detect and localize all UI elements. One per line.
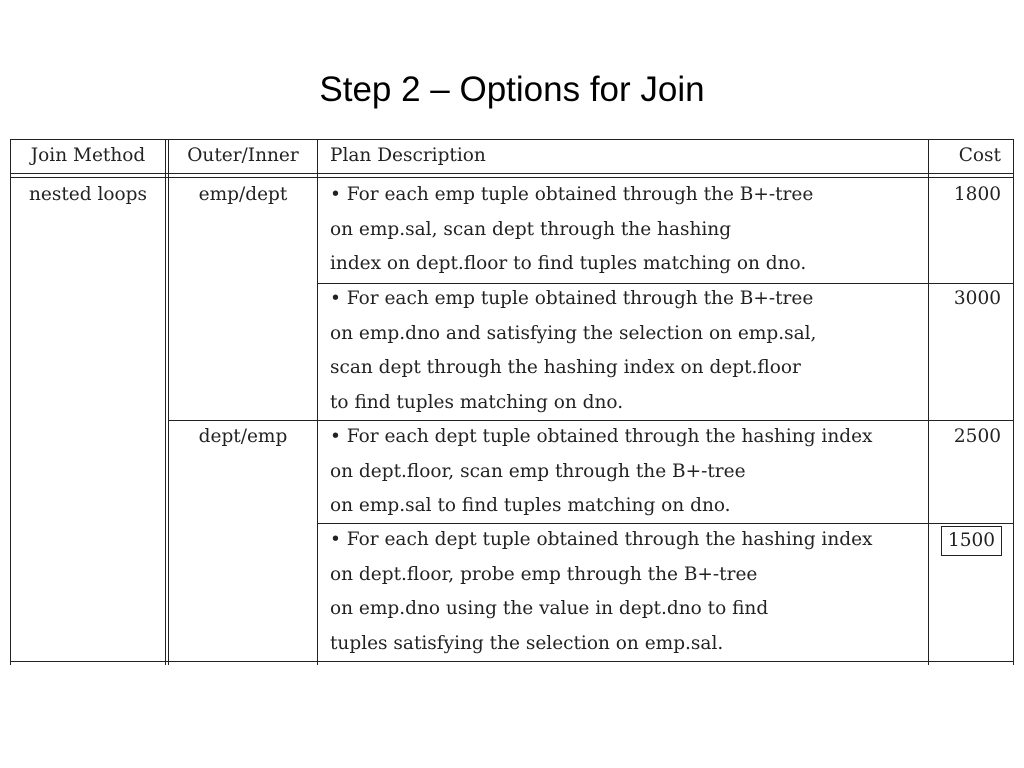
outer-inner-dept-emp: dept/emp xyxy=(198,426,288,447)
plan-line: index on dept.floor to find tuples matching on dno. xyxy=(330,253,807,274)
plan-description xyxy=(330,282,816,420)
plan-cost: 2500 xyxy=(953,426,1001,447)
header-join-method: Join Method xyxy=(30,145,146,166)
right-border xyxy=(1013,139,1014,665)
slide-title: Step 2 – Options for Join xyxy=(319,70,705,109)
plan-line: on dept.floor, probe emp through the B+-tree xyxy=(330,563,758,585)
plan-line: • For each dept tuple obtained through the hashing index xyxy=(330,426,873,447)
header-plan-description: Plan Description xyxy=(330,145,486,166)
plan-line: on dept.floor, scan emp through the B+-tree xyxy=(330,460,746,482)
outer-inner-emp-dept: emp/dept xyxy=(198,184,288,205)
plan-line: • For each emp tuple obtained through the B+-tree xyxy=(330,184,814,205)
plan-description xyxy=(330,178,813,282)
plan-line: on emp.sal, scan dept through the hashing xyxy=(330,218,732,240)
cost-divider xyxy=(928,139,929,665)
plan-cost: 1800 xyxy=(953,184,1001,205)
plan-description xyxy=(330,523,872,661)
plan-description xyxy=(330,420,872,524)
method-divider-b xyxy=(168,139,169,665)
table-bottom-border xyxy=(10,661,1014,662)
plan-line: • For each dept tuple obtained through the hashing index xyxy=(330,529,873,550)
plan-line: • For each emp tuple obtained through the B+-tree xyxy=(330,288,814,309)
outer-inner-divider xyxy=(317,139,318,665)
plan-line: on emp.dno and satisfying the selection on emp.sal, xyxy=(330,322,817,344)
header-cost: Cost xyxy=(958,145,1001,166)
plan-line: on emp.dno using the value in dept.dno to find xyxy=(330,598,769,619)
plan-line: on emp.sal to find tuples matching on dno. xyxy=(330,495,731,516)
plan-line: to find tuples matching on dno. xyxy=(330,391,624,413)
header-bottom-border xyxy=(10,173,1014,174)
method-divider-a xyxy=(165,139,166,665)
join-method-value: nested loops xyxy=(29,184,147,205)
plan-line: scan dept through the hashing index on dept.floor xyxy=(330,357,801,378)
left-border xyxy=(10,139,11,665)
header-outer-inner: Outer/Inner xyxy=(187,145,299,166)
plan-cost: 3000 xyxy=(953,288,1001,309)
plan-line: tuples satisfying the selection on emp.sal. xyxy=(330,632,724,654)
best-plan-cost-highlight: 1500 xyxy=(941,526,1002,556)
